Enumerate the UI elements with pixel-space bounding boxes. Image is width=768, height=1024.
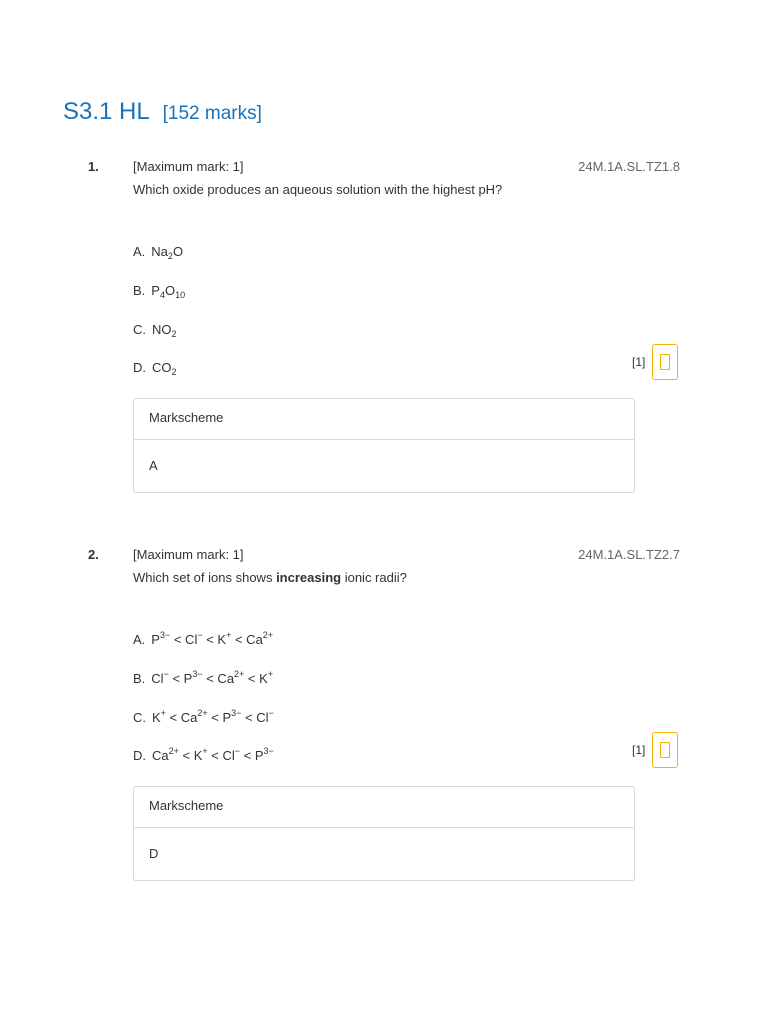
option-formula [151, 632, 273, 647]
option-c [133, 710, 274, 725]
formula-text: < Ca [202, 671, 235, 686]
stem-emphasis: increasing [276, 570, 342, 585]
option-letter: C. [133, 710, 146, 725]
formula-text: Ca [152, 748, 169, 763]
option-letter: A. [133, 244, 146, 259]
checkbox-icon[interactable] [652, 344, 678, 380]
option-formula [152, 710, 274, 725]
option-d [133, 360, 177, 375]
question-reference: 24M.1A.SL.TZ2.7 [578, 547, 680, 562]
superscript: 2+ [262, 630, 274, 640]
markscheme-panel [133, 398, 635, 493]
section-title: S3.1 HL [63, 98, 150, 125]
superscript: 3− [192, 669, 203, 679]
superscript: 2+ [168, 746, 179, 756]
formula-text: < Ca [165, 710, 198, 725]
stem-text: ionic radii? [341, 570, 407, 585]
formula-text: CO [152, 360, 172, 375]
subscript: 10 [175, 290, 186, 300]
superscript: 3− [263, 746, 274, 756]
superscript: − [268, 708, 274, 718]
formula-text: O [164, 283, 176, 298]
question-mark: [1] [632, 743, 646, 757]
question-number: 2. [88, 547, 99, 562]
option-d [133, 748, 274, 763]
subscript: 2 [167, 251, 173, 261]
formula-text: < P [240, 748, 264, 763]
option-letter: B. [133, 283, 146, 298]
option-letter: D. [133, 748, 146, 763]
option-b [133, 283, 185, 298]
option-letter: C. [133, 322, 146, 337]
superscript: − [197, 630, 203, 640]
option-a [133, 244, 183, 259]
maximum-mark: [Maximum mark: 1] [133, 159, 244, 174]
superscript: − [234, 746, 241, 756]
formula-text: < Cl [170, 632, 198, 647]
superscript: 3− [231, 708, 242, 718]
formula-text: K [152, 710, 161, 725]
subscript: 4 [159, 290, 165, 300]
formula-text: < Cl [241, 710, 269, 725]
formula-text: < K [178, 748, 203, 763]
formula-text: Cl [151, 671, 164, 686]
option-formula [152, 322, 177, 337]
formula-text: NO [152, 322, 172, 337]
option-formula [151, 671, 273, 686]
superscript: + [267, 669, 274, 679]
question-mark: [1] [632, 355, 646, 369]
option-formula [151, 244, 183, 259]
formula-text: < Ca [231, 632, 263, 647]
option-b [133, 671, 273, 686]
stem-text: Which set of ions shows [133, 570, 277, 585]
option-formula [152, 748, 274, 763]
superscript: + [202, 746, 208, 756]
section-total-marks: [152 marks] [162, 103, 262, 124]
subscript: 2 [171, 367, 177, 377]
maximum-mark: [Maximum mark: 1] [133, 547, 244, 562]
option-letter: A. [133, 632, 146, 647]
subscript: 2 [171, 329, 177, 339]
markscheme-label[interactable]: Markscheme [134, 787, 634, 828]
option-letter: D. [133, 360, 146, 375]
formula-text: < P [168, 671, 193, 686]
formula-text: < K [202, 632, 227, 647]
formula-text: P [151, 283, 160, 298]
formula-text: < Cl [207, 748, 235, 763]
page-title [63, 90, 262, 127]
markscheme-answer: A [149, 458, 158, 473]
formula-text: O [172, 244, 184, 259]
superscript: 2+ [234, 669, 245, 679]
formula-text: Na [151, 244, 168, 259]
markscheme-panel [133, 786, 635, 881]
option-letter: B. [133, 671, 146, 686]
option-formula [151, 283, 185, 298]
superscript: − [163, 669, 169, 679]
formula-text: P [151, 632, 160, 647]
formula-text: < K [244, 671, 268, 686]
markscheme-label[interactable]: Markscheme [134, 399, 634, 440]
superscript: 2+ [197, 708, 208, 718]
question-stem: Which oxide produces an aqueous solution with the highest pH? [133, 182, 503, 197]
checkbox-icon[interactable] [652, 732, 678, 768]
question-reference: 24M.1A.SL.TZ1.8 [578, 159, 680, 174]
question-stem [133, 570, 407, 585]
superscript: + [226, 630, 232, 640]
question-number: 1. [88, 159, 99, 174]
superscript: 3− [159, 630, 171, 640]
option-c [133, 322, 177, 337]
option-formula [152, 360, 177, 375]
superscript: + [160, 708, 166, 718]
markscheme-answer: D [149, 846, 159, 861]
option-a [133, 632, 273, 647]
formula-text: < P [207, 710, 232, 725]
